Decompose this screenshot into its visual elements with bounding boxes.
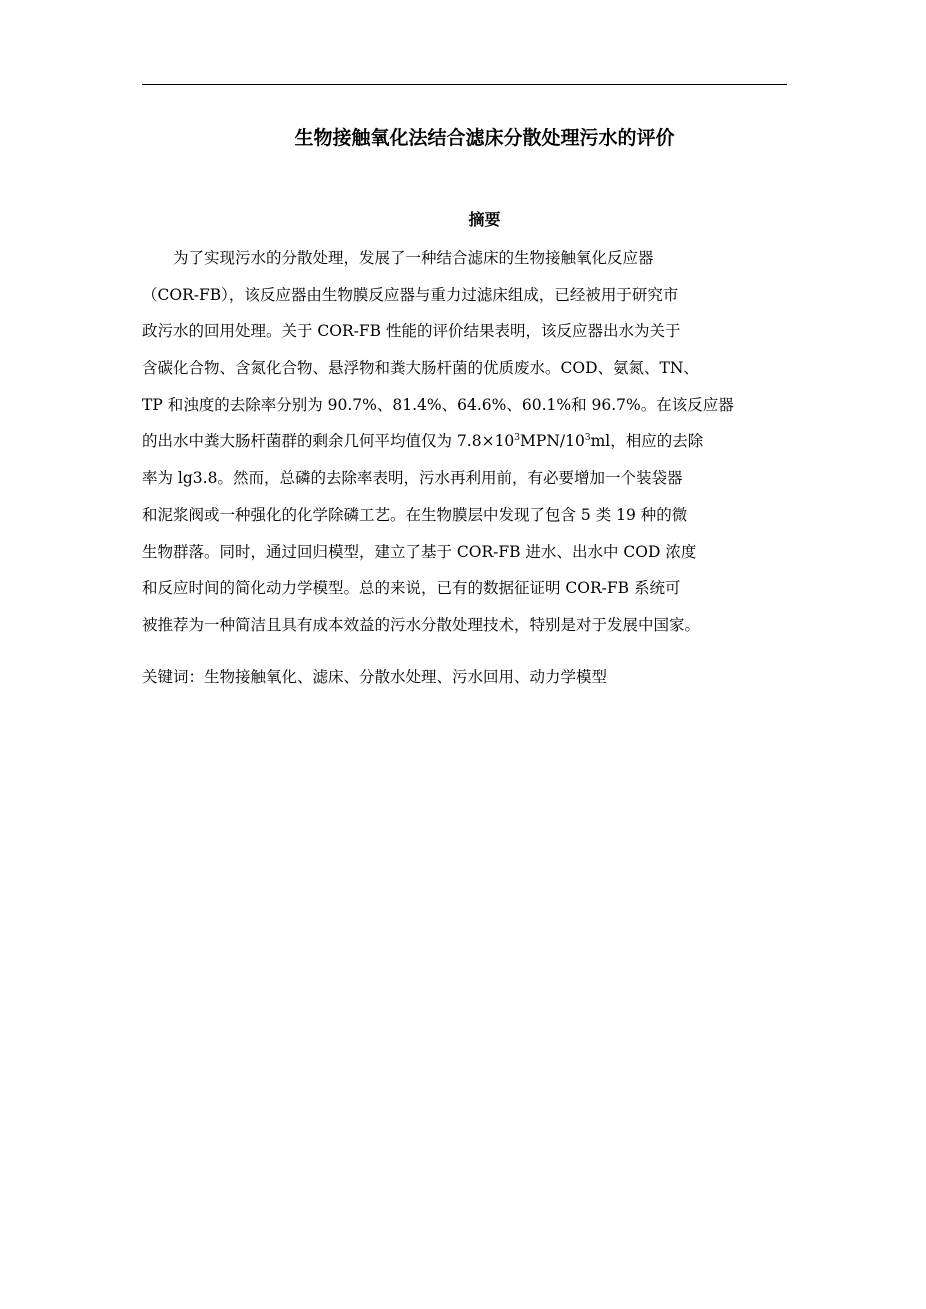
abstract-line: 率为 lg3.8。然而，总磷的去除率表明，污水再利用前，有必要增加一个装袋器 — [142, 469, 683, 488]
abstract-line: 含碳化合物、含氮化合物、悬浮物和粪大肠杆菌的优质废水。COD、氨氮、TN、 — [142, 359, 699, 378]
keywords: 关键词：生物接触氧化、滤床、分散水处理、污水回用、动力学模型 — [142, 668, 608, 686]
paper-title: 生物接触氧化法结合滤床分散处理污水的评价 — [294, 127, 675, 149]
abstract-line — [142, 427, 802, 464]
abstract-line: TP 和浊度的去除率分别为 90.7%、81.4%、64.6%、60.1%和 96.7%。在该反应器 — [142, 395, 734, 414]
header-rule — [142, 84, 787, 85]
abstract-line-text: ml，相应的去除 — [590, 432, 704, 451]
abstract-line-text: 的出水中粪大肠杆菌群的剩余几何平均值仅为 7.8×10 — [142, 432, 515, 451]
abstract-line-text: MPN/10 — [520, 432, 585, 451]
abstract-line: 和反应时间的简化动力学模型。总的来说，已有的数据征证明 COR-FB 系统可 — [142, 579, 681, 598]
abstract-line: 为了实现污水的分散处理，发展了一种结合滤床的生物接触氧化反应器 — [142, 249, 654, 267]
abstract-body — [142, 244, 802, 648]
abstract-line: （COR-FB），该反应器由生物膜反应器与重力过滤床组成，已经被用于研究市 — [142, 285, 679, 304]
abstract-heading: 摘要 — [468, 210, 501, 229]
abstract-line: 生物群落。同时，通过回归模型，建立了基于 COR-FB 进水、出水中 COD 浓度 — [142, 542, 697, 561]
superscript: 3 — [514, 433, 521, 444]
abstract-line: 政污水的回用处理。关于 COR-FB 性能的评价结果表明，该反应器出水为关于 — [142, 322, 681, 341]
abstract-line: 被推荐为一种简洁且具有成本效益的污水分散处理技术，特别是对于发展中国家。 — [142, 615, 701, 634]
superscript: 3 — [584, 433, 591, 444]
abstract-line: 和泥浆阀或一种强化的化学除磷工艺。在生物膜层中发现了包含 5 类 19 种的微 — [142, 505, 688, 524]
